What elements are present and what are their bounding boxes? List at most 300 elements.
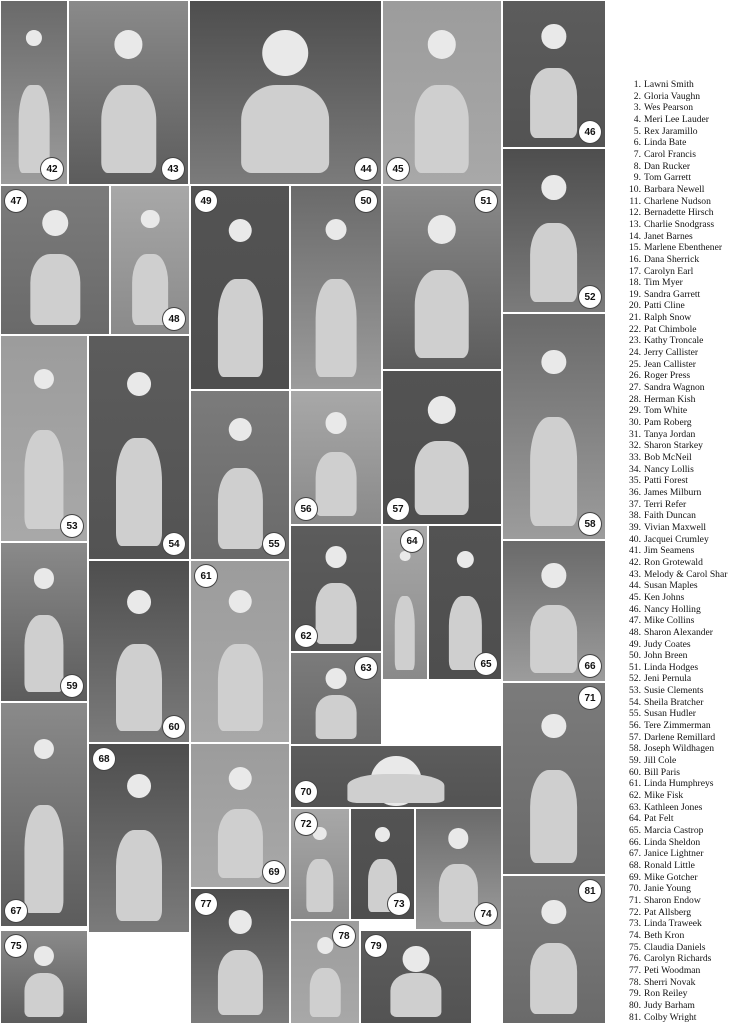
roster-number: 63. (629, 801, 641, 813)
baby-photo (190, 390, 290, 560)
roster-name: Wes Pearson (644, 102, 694, 114)
roster-name: Susan Hudler (644, 708, 696, 720)
roster-entry (614, 137, 742, 149)
roster-number: 20. (629, 300, 641, 312)
roster-number: 18. (629, 277, 641, 289)
roster-number: 60. (629, 766, 641, 778)
roster-name: Faith Duncan (644, 510, 696, 522)
baby-photo (290, 745, 502, 808)
roster-name: Jill Cole (644, 755, 677, 767)
child-figure (391, 946, 442, 1018)
child-figure (531, 900, 578, 1015)
child-figure (101, 30, 156, 173)
roster-number: 8. (633, 160, 641, 172)
photo-number-badge: 71 (579, 687, 601, 709)
roster-name: Pat Allsberg (644, 906, 691, 918)
photo-number-badge: 56 (295, 498, 317, 520)
roster-entry (614, 755, 742, 767)
photo-number-badge: 79 (365, 935, 387, 957)
child-figure (531, 714, 578, 863)
roster-number: 69. (629, 871, 641, 883)
roster-number: 34. (629, 463, 641, 475)
roster-number: 31. (629, 428, 641, 440)
child-figure (132, 210, 168, 325)
roster-name: Beth Kron (644, 929, 685, 941)
roster-number: 67. (629, 848, 641, 860)
roster-entry (614, 557, 742, 569)
child-figure (19, 30, 49, 173)
baby-photo (88, 743, 190, 933)
baby-photo (190, 743, 290, 888)
photo-number-badge: 64 (401, 530, 423, 552)
roster-entry (614, 1012, 742, 1024)
roster-name: Tere Zimmerman (644, 720, 711, 732)
roster-number: 56. (629, 720, 641, 732)
photo-number-badge: 47 (5, 190, 27, 212)
child-figure (217, 418, 262, 549)
roster-name: Meri Lee Lauder (644, 113, 709, 125)
roster-number: 26. (629, 370, 641, 382)
roster-entry (614, 592, 742, 604)
roster-number: 80. (629, 999, 641, 1011)
roster-entry (614, 184, 742, 196)
roster-number: 72. (629, 906, 641, 918)
roster-number: 44. (629, 580, 641, 592)
roster-entry (614, 289, 742, 301)
photo-number-badge: 67 (5, 900, 27, 922)
baby-photo (190, 560, 290, 743)
roster-number: 15. (629, 242, 641, 254)
roster-name: Judy Coates (644, 638, 691, 650)
child-figure (30, 210, 80, 325)
baby-photo (415, 808, 502, 930)
roster-number: 3. (633, 102, 641, 114)
roster-name: Ron Reiley (644, 988, 688, 1000)
roster-name: Jacquei Crumley (644, 533, 709, 545)
roster-entry (614, 732, 742, 744)
roster-entry (614, 697, 742, 709)
roster-number: 19. (629, 288, 641, 300)
photo-number-badge: 44 (355, 158, 377, 180)
roster-entry (614, 569, 742, 581)
roster-number: 74. (629, 929, 641, 941)
roster-name: Jerry Callister (644, 347, 699, 359)
photo-number-badge: 75 (5, 935, 27, 957)
baby-photo (502, 0, 606, 148)
baby-photo (502, 313, 606, 540)
baby-photo (290, 652, 382, 745)
baby-photo (0, 335, 88, 542)
roster-entry (614, 720, 742, 732)
child-figure (24, 369, 64, 529)
roster-entry (614, 242, 742, 254)
roster-entry (614, 895, 742, 907)
photo-number-badge: 54 (163, 533, 185, 555)
roster-number: 46. (629, 603, 641, 615)
roster-number: 45. (629, 591, 641, 603)
roster-number: 55. (629, 708, 641, 720)
roster-number: 53. (629, 685, 641, 697)
roster-entry (614, 335, 742, 347)
roster-entry (614, 872, 742, 884)
roster-name: Barbara Newell (644, 183, 705, 195)
roster-number: 1. (633, 79, 641, 90)
roster-number: 41. (629, 545, 641, 557)
roster-number: 5. (633, 125, 641, 137)
child-figure (415, 215, 469, 358)
roster-name: Carolyn Earl (644, 265, 694, 277)
baby-photo (0, 542, 88, 702)
roster-entry (614, 708, 742, 720)
photo-number-badge: 43 (162, 158, 184, 180)
roster-name: Linda Humphreys (644, 778, 714, 790)
roster-number: 2. (633, 90, 641, 102)
baby-photo (88, 335, 190, 560)
photo-number-badge: 69 (263, 861, 285, 883)
roster-entry (614, 802, 742, 814)
roster-entry (614, 580, 742, 592)
roster-name: Judy Barham (644, 999, 695, 1011)
child-figure (439, 828, 478, 922)
baby-photo (502, 148, 606, 313)
roster-name: Herman Kish (644, 393, 696, 405)
roster-entry (614, 825, 742, 837)
roster-name: Sharon Alexander (644, 626, 714, 638)
roster-entry (614, 464, 742, 476)
roster-name: Charlene Nudson (644, 195, 711, 207)
roster-name: Darlene Remillard (644, 731, 716, 743)
roster-number: 12. (629, 207, 641, 219)
roster-entry (614, 977, 742, 989)
baby-photo (0, 185, 110, 335)
photo-number-badge: 53 (61, 515, 83, 537)
roster-entry (614, 627, 742, 639)
roster-name: Mike Collins (644, 615, 695, 627)
roster-entry (614, 662, 742, 674)
roster-name: Bill Paris (644, 766, 680, 778)
child-figure (531, 24, 578, 138)
roster-name: Peti Woodman (644, 964, 701, 976)
roster-entry (614, 394, 742, 406)
baby-photo (190, 888, 290, 1024)
baby-photo (350, 808, 415, 920)
photo-number-badge: 51 (475, 190, 497, 212)
roster-name: Roger Press (644, 370, 691, 382)
child-figure (415, 30, 469, 173)
child-figure (315, 546, 356, 644)
roster-number: 71. (629, 894, 641, 906)
photo-number-badge: 74 (475, 903, 497, 925)
roster-name: Sheila Bratcher (644, 696, 704, 708)
photo-number-badge: 68 (93, 748, 115, 770)
roster-name: Patti Cline (644, 300, 685, 312)
roster-name: Gloria Vaughn (644, 90, 701, 102)
roster-name: Bob McNeil (644, 452, 692, 463)
photo-number-badge: 50 (355, 190, 377, 212)
baby-photo (290, 185, 382, 390)
roster-entry (614, 685, 742, 697)
child-figure (315, 668, 356, 739)
roster-number: 54. (629, 696, 641, 708)
baby-photo (68, 0, 189, 185)
roster-name: Ron Grotewald (644, 556, 703, 568)
roster-number: 22. (629, 323, 641, 335)
roster-entry (614, 405, 742, 417)
roster-name: Dan Rucker (644, 160, 691, 172)
photo-number-badge: 70 (295, 781, 317, 803)
roster-name: Claudia Daniels (644, 941, 706, 953)
baby-photo (382, 0, 502, 185)
roster-entry (614, 650, 742, 662)
roster-number: 39. (629, 521, 641, 533)
roster-number: 50. (629, 650, 641, 662)
child-figure (24, 568, 64, 691)
child-figure (448, 551, 481, 670)
roster-entry (614, 1000, 742, 1012)
roster-name: Sandra Garrett (644, 288, 701, 300)
roster-entry (614, 207, 742, 219)
roster-number: 13. (629, 218, 641, 230)
roster-name: John Breen (644, 650, 688, 662)
baby-photo (110, 185, 190, 335)
roster-number: 4. (633, 113, 641, 125)
baby-photo (189, 0, 382, 185)
roster-name: Pam Roberg (644, 417, 692, 429)
baby-photo (0, 702, 88, 927)
roster-entry (614, 743, 742, 755)
roster-entry (614, 499, 742, 511)
roster-entry (614, 102, 742, 114)
roster-name: Ronald Little (644, 859, 695, 871)
roster-number: 48. (629, 626, 641, 638)
roster-entry (614, 918, 742, 930)
roster-entry (614, 219, 742, 231)
roster-number: 33. (629, 452, 641, 463)
roster-name: Sherri Novak (644, 976, 696, 988)
roster-entry (614, 359, 742, 371)
photo-number-badge: 60 (163, 716, 185, 738)
roster-name: Joseph Wildhagen (644, 743, 715, 755)
photo-number-badge: 72 (295, 813, 317, 835)
roster-name: Mike Fisk (644, 790, 684, 802)
baby-photo (290, 920, 360, 1024)
roster-name: Linda Hodges (644, 661, 699, 673)
photo-number-badge: 45 (387, 158, 409, 180)
roster-name: Sandra Wagnon (644, 382, 705, 394)
photo-number-badge: 73 (388, 893, 410, 915)
roster-number: 35. (629, 475, 641, 487)
roster-entry (614, 545, 742, 557)
roster-number: 65. (629, 825, 641, 836)
roster-entry (614, 324, 742, 336)
roster-name: Kathy Troncale (644, 335, 704, 347)
roster-name: Tom White (644, 405, 688, 417)
baby-photo (0, 930, 88, 1024)
roster-name: Kathleen Jones (644, 801, 703, 813)
child-figure (24, 946, 64, 1018)
photo-number-badge: 81 (579, 880, 601, 902)
baby-photo (290, 390, 382, 525)
roster-name: Bernadette Hirsch (644, 207, 714, 219)
baby-photo (190, 185, 290, 390)
roster-number: 61. (629, 778, 641, 790)
roster-entry (614, 790, 742, 802)
roster-number: 21. (629, 312, 641, 324)
child-figure (242, 30, 330, 173)
roster-number: 70. (629, 883, 641, 895)
roster-number: 27. (629, 382, 641, 394)
roster-number: 17. (629, 265, 641, 277)
photo-number-badge: 63 (355, 657, 377, 679)
baby-photo (502, 875, 606, 1024)
baby-photo (360, 930, 472, 1024)
roster-name: Jeni Pernula (644, 673, 692, 685)
roster-entry (614, 429, 742, 441)
roster-entry (614, 813, 742, 825)
roster-number: 30. (629, 417, 641, 429)
roster-entry (614, 965, 742, 977)
roster-number: 79. (629, 988, 641, 1000)
roster-entry (614, 114, 742, 126)
roster-number: 51. (629, 661, 641, 673)
roster-entry (614, 837, 742, 849)
roster-number: 40. (629, 533, 641, 545)
roster-number: 25. (629, 358, 641, 370)
roster-entry (614, 615, 742, 627)
roster-number: 7. (633, 148, 641, 160)
child-figure (531, 563, 578, 672)
roster-number: 81. (629, 1011, 641, 1023)
roster-name: Pat Chimbole (644, 323, 697, 335)
roster-number: 47. (629, 615, 641, 627)
roster-number: 75. (629, 941, 641, 953)
photo-number-badge: 42 (41, 158, 63, 180)
roster-number: 16. (629, 253, 641, 265)
roster-number: 24. (629, 347, 641, 359)
roster-number: 59. (629, 755, 641, 767)
baby-photo (382, 525, 428, 680)
roster-entry (614, 953, 742, 965)
roster-entry (614, 510, 742, 522)
roster-name: Tom Garrett (644, 172, 692, 184)
roster-entry (614, 475, 742, 487)
roster-name: Melody & Carol Shar (644, 568, 728, 580)
photo-number-badge: 65 (475, 653, 497, 675)
roster-name: Sharon Starkey (644, 440, 703, 452)
baby-photo (0, 0, 68, 185)
roster-number: 62. (629, 790, 641, 802)
roster-name: Ken Johns (644, 591, 685, 603)
photo-number-badge: 49 (195, 190, 217, 212)
photo-number-badge: 77 (195, 893, 217, 915)
roster-name: Janie Young (644, 883, 691, 895)
photo-number-badge: 46 (579, 121, 601, 143)
roster-name: Linda Sheldon (644, 836, 701, 848)
roster-number: 52. (629, 673, 641, 685)
roster-entry (614, 988, 742, 1000)
roster-number: 9. (633, 172, 641, 184)
photo-number-badge: 52 (579, 286, 601, 308)
child-figure (395, 551, 415, 670)
roster-name: Lawni Smith (644, 79, 694, 90)
roster-name: Susie Clements (644, 685, 704, 697)
roster-entry (614, 277, 742, 289)
roster-entry (614, 231, 742, 243)
child-figure (116, 590, 162, 731)
photo-number-badge: 66 (579, 655, 601, 677)
roster-name: Vivian Maxwell (644, 521, 707, 533)
photo-number-badge: 61 (195, 565, 217, 587)
child-figure (531, 350, 578, 526)
child-figure (315, 219, 356, 377)
roster-entry (614, 300, 742, 312)
child-figure (309, 937, 340, 1017)
photo-number-badge: 78 (333, 925, 355, 947)
roster-number: 36. (629, 486, 641, 498)
roster-name: Terri Refer (644, 498, 687, 510)
roster-entry (614, 440, 742, 452)
roster-entry (614, 312, 742, 324)
child-figure (24, 739, 64, 913)
child-figure (116, 372, 162, 546)
roster-name: Marcia Castrop (644, 825, 704, 836)
roster-number: 14. (629, 230, 641, 242)
roster-name: Nancy Lollis (644, 463, 694, 475)
roster-number: 37. (629, 498, 641, 510)
roster-entry (614, 370, 742, 382)
photo-number-badge: 55 (263, 533, 285, 555)
roster-name: Nancy Holling (644, 603, 701, 615)
roster-entry (614, 778, 742, 790)
roster-number: 64. (629, 813, 641, 825)
roster-name: James Milburn (644, 486, 702, 498)
roster-number: 28. (629, 393, 641, 405)
child-figure (315, 412, 356, 516)
roster-number: 78. (629, 976, 641, 988)
roster-entry (614, 534, 742, 546)
roster-name: Linda Bate (644, 137, 687, 149)
roster-number: 58. (629, 743, 641, 755)
roster-entry (614, 91, 742, 103)
child-figure (217, 910, 262, 1015)
child-figure (531, 175, 578, 302)
roster-number: 77. (629, 964, 641, 976)
roster-entry (614, 942, 742, 954)
roster-number: 32. (629, 440, 641, 452)
baby-photo (428, 525, 502, 680)
roster-entry (614, 639, 742, 651)
roster-entry (614, 266, 742, 278)
baby-photo (290, 808, 350, 920)
name-roster (614, 79, 742, 1023)
roster-number: 43. (629, 568, 641, 580)
photo-number-badge: 57 (387, 498, 409, 520)
roster-entry (614, 848, 742, 860)
roster-number: 76. (629, 953, 641, 965)
roster-name: Ralph Snow (644, 312, 692, 324)
roster-name: Pat Felt (644, 813, 674, 825)
roster-name: Janice Lightner (644, 848, 704, 860)
child-figure (116, 774, 162, 921)
roster-name: Tim Myer (644, 277, 683, 289)
roster-name: Marlene Ebenthener (644, 242, 723, 254)
roster-name: Susan Maples (644, 580, 698, 592)
baby-photo (382, 370, 502, 525)
child-figure (217, 767, 262, 879)
roster-entry (614, 382, 742, 394)
baby-photo (88, 560, 190, 743)
roster-entry (614, 522, 742, 534)
